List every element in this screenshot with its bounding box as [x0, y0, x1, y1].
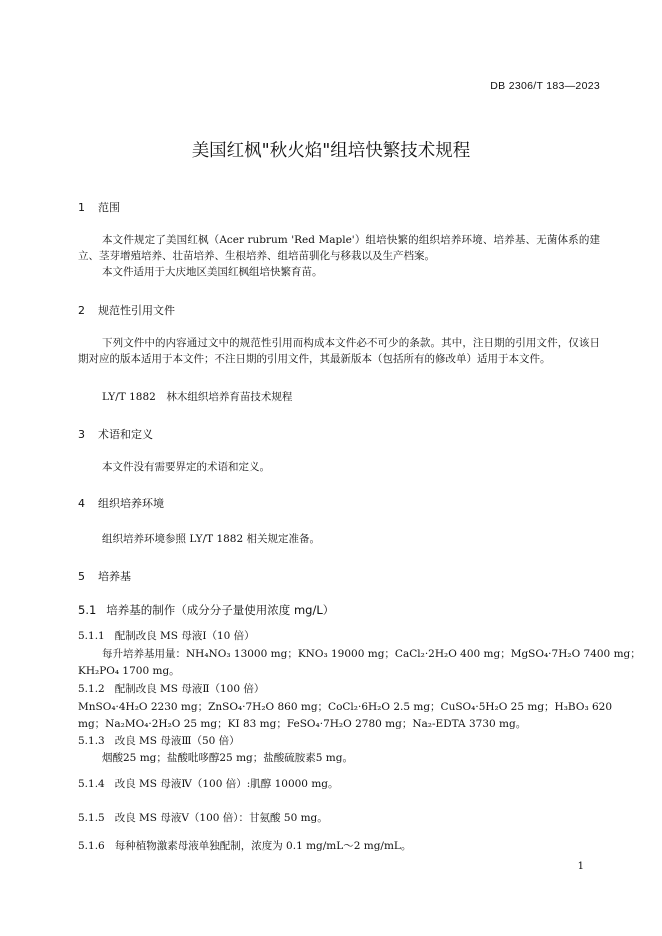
clause-5-1-2	[78, 681, 264, 696]
page-number: 1	[577, 861, 584, 872]
clause-title: 改良 MS 母液Ⅴ（100 倍）：甘氨酸 50 mg。	[114, 812, 328, 824]
clause-title: 配制改良 MS 母液Ⅱ（100 倍）	[114, 683, 265, 695]
section-number: 5	[78, 570, 85, 583]
paragraph: 下列文件中的内容通过文中的规范性引用而构成本文件必不可少的条款。其中，注日期的引用文件，仅该日期对应的版本适用于本文件；不注日期的引用文件，其最新版本（包括所有的修改单）适用于本文件。	[78, 337, 600, 365]
subsection-title: 培养基的制作（成分分子量使用浓度 mg/L）	[106, 603, 335, 617]
section-2-heading	[78, 302, 175, 318]
section-title: 组织培养环境	[98, 497, 164, 510]
section-4-heading	[78, 495, 164, 511]
clause-number: 5.1.3	[78, 735, 105, 747]
clause-text: MnSO₄·4H₂O 2230 mg；ZnSO₄·7H₂O 860 mg；CoCl₂·6H₂O 2.5 mg；CuSO₄·5H₂O 25 mg；H₃BO₃ 620	[78, 701, 613, 713]
clause-text: KH₂PO₄ 1700 mg。	[78, 665, 180, 677]
page-title: 美国红枫"秋火焰"组培快繁技术规程	[191, 141, 471, 161]
clause-text: mg；Na₂MO₄·2H₂O 25 mg；KI 83 mg；FeSO₄·7H₂O 2780 mg；Na₂-EDTA 3730 mg。	[78, 718, 527, 730]
section-title: 范围	[98, 201, 120, 214]
section-number: 4	[78, 497, 85, 510]
clause-5-1-4	[78, 776, 339, 791]
clause-title: 改良 MS 母液Ⅳ（100 倍）:肌醇 10000 mg。	[114, 778, 339, 790]
section-title: 术语和定义	[98, 428, 153, 441]
paragraph: 本文件没有需要界定的术语和定义。	[102, 461, 270, 473]
clause-title: 每种植物激素母液单独配制，浓度为 0.1 mg/mL～2 mg/mL。	[114, 840, 412, 852]
subsection-5-1-heading	[78, 602, 334, 618]
clause-5-1-6	[78, 838, 411, 853]
clause-5-1-1	[78, 628, 255, 643]
section-number: 3	[78, 428, 85, 441]
section-number: 1	[78, 201, 85, 214]
section-1-heading	[78, 199, 120, 215]
clause-number: 5.1.4	[78, 778, 105, 790]
clause-number: 5.1.2	[78, 683, 105, 695]
clause-number: 5.1.6	[78, 840, 105, 852]
clause-5-1-5	[78, 810, 328, 825]
section-number: 2	[78, 304, 85, 317]
normative-reference: LY/T 1882 林木组织培养育苗技术规程	[102, 391, 293, 403]
paragraph: 本文件规定了美国红枫（Acer rubrum 'Red Maple'）组培快繁的组织培养环境、培养基、无菌体系的建立、茎芽增殖培养、壮苗培养、生根培养、组培苗驯化与移栽以及生产档案。	[78, 234, 600, 262]
subsection-number: 5.1	[78, 603, 97, 617]
clause-title: 改良 MS 母液Ⅲ（50 倍）	[114, 735, 240, 747]
clause-number: 5.1.5	[78, 812, 105, 824]
clause-5-1-3	[78, 733, 240, 748]
paragraph: 组织培养环境参照 LY/T 1882 相关规定准备。	[102, 533, 321, 545]
clause-number: 5.1.1	[78, 630, 105, 642]
clause-title: 配制改良 MS 母液Ⅰ（10 倍）	[114, 630, 255, 642]
section-title: 培养基	[98, 570, 131, 583]
clause-text: 烟酸25 mg；盐酸吡哆醇25 mg；盐酸硫胺素5 mg。	[102, 752, 353, 764]
section-3-heading	[78, 426, 153, 442]
section-5-heading	[78, 568, 131, 584]
paragraph: 本文件适用于大庆地区美国红枫组培快繁育苗。	[102, 266, 323, 278]
section-title: 规范性引用文件	[98, 304, 175, 317]
document-code: DB 2306/T 183—2023	[490, 80, 600, 92]
clause-text: 每升培养基用量：NH₄NO₃ 13000 mg；KNO₃ 19000 mg；CaCl₂·2H₂O 400 mg；MgSO₄·7H₂O 7400 mg；	[102, 648, 641, 660]
